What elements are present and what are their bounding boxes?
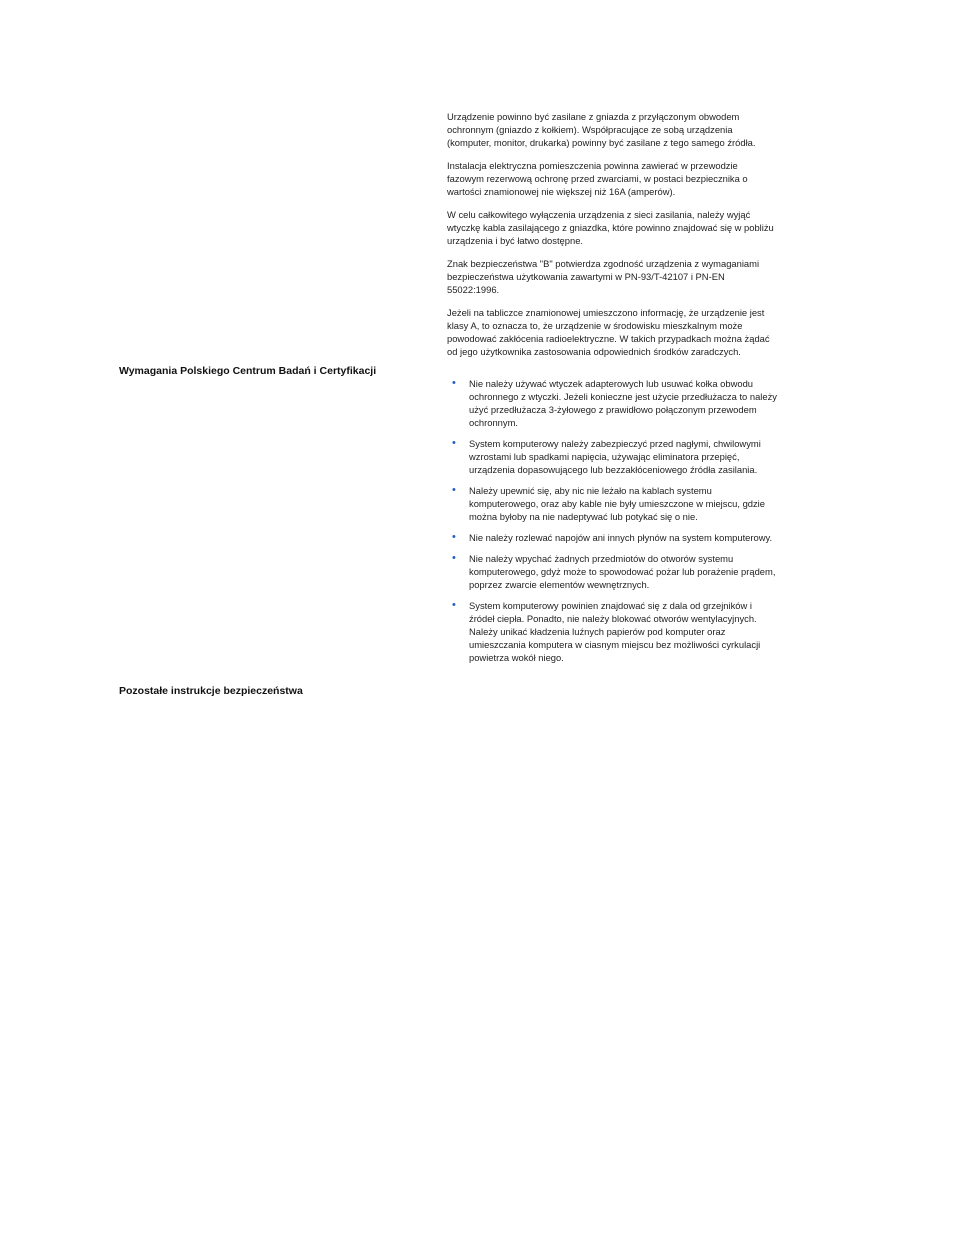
paragraph-power-disconnect: W celu całkowitego wyłączenia urządzenia z sieci zasilania, należy wyjąć wtyczkę kabla zasilającego z gniazdka, które powinno znajdować się w pobliżu urządzenia i być łatwo dostępne. — [447, 209, 774, 246]
bullet-icon: • — [452, 599, 456, 611]
list-item-text: Nie należy używać wtyczek adapterowych lub usuwać kołka obwodu ochronnego z wtyczki. Jeżeli konieczne jest użycie przedłużacza to należy użyć przedłużacza 3-żyłowego z prawidłowo połączonym przewodem ochronnym. — [469, 378, 777, 428]
list-item — [447, 531, 777, 544]
bullet-icon: • — [452, 377, 456, 389]
bullet-icon: • — [452, 484, 456, 496]
list-item-text: Należy upewnić się, aby nic nie leżało na kablach systemu komputerowego, oraz aby kable nie były umieszczone w miejscu, gdzie można byłoby na nie nadeptywać lub potykać się o nie. — [469, 485, 765, 522]
bullet-icon: • — [452, 437, 456, 449]
safety-instructions-list — [447, 377, 777, 664]
list-item — [447, 437, 777, 476]
list-item-text: System komputerowy należy zabezpieczyć przed nagłymi, chwilowymi wzrostami lub spadkami napięcia, używając eliminatora przepięć, urządzenia dopasowującego lub bezzakłóceniowego źródła zasilania. — [469, 438, 761, 475]
list-item-text: Nie należy wpychać żadnych przedmiotów do otworów systemu komputerowego, gdyż może to spowodować pożar lub porażenie prądem, poprzez zwarcie elementów wewnętrznych. — [469, 553, 776, 590]
list-item-text: Nie należy rozlewać napojów ani innych płynów na system komputerowy. — [469, 532, 773, 543]
paragraph-grounded-outlet: Urządzenie powinno być zasilane z gniazda z przyłączonym obwodem ochronnym (gniazdo z kołkiem). Współpracujące ze sobą urządzenia (komputer, monitor, drukarka) powinny być zasilane z tego samego źródła. — [447, 111, 756, 148]
list-item — [447, 599, 777, 664]
bullet-icon: • — [452, 552, 456, 564]
list-item — [447, 484, 777, 523]
paragraph-class-a: Jeżeli na tabliczce znamionowej umieszczono informację, że urządzenie jest klasy A, to oznacza to, że urządzenie w środowisku mieszkalnym może powodować zakłócenia radioelektryczne. W takich przypadkach można żądać od jego użytkownika zastosowania odpowiednich środków zaradczych. — [447, 307, 770, 357]
list-item-text: System komputerowy powinien znajdować się z dala od grzejników i źródeł ciepła. Ponadto, nie należy blokować otworów wentylacyjnych. Należy unikać kładzenia luźnych papierów pod komputer oraz umieszczania komputera w ciasnym miejscu bez możliwości cyrkulacji powietrza wokół niego. — [469, 600, 761, 663]
list-item — [447, 552, 777, 591]
paragraph-fuse-protection: Instalacja elektryczna pomieszczenia powinna zawierać w przewodzie fazowym rezerwową ochronę przed zwarciami, w postaci bezpiecznika o wartości znamionowej nie większej niż 16A (amperów). — [447, 160, 748, 197]
list-item — [447, 377, 777, 429]
section-heading-other-safety: Pozostałe instrukcje bezpieczeństwa — [119, 685, 303, 697]
document-body — [447, 110, 777, 672]
section-heading-pcbc: Wymagania Polskiego Centrum Badań i Certyfikacji — [119, 365, 377, 377]
bullet-icon: • — [452, 531, 456, 543]
paragraph-b-mark: Znak bezpieczeństwa "B" potwierdza zgodność urządzenia z wymaganiami bezpieczeństwa użytkowania zawartymi w PN-93/T-42107 i PN-EN 55022:1996. — [447, 258, 760, 295]
